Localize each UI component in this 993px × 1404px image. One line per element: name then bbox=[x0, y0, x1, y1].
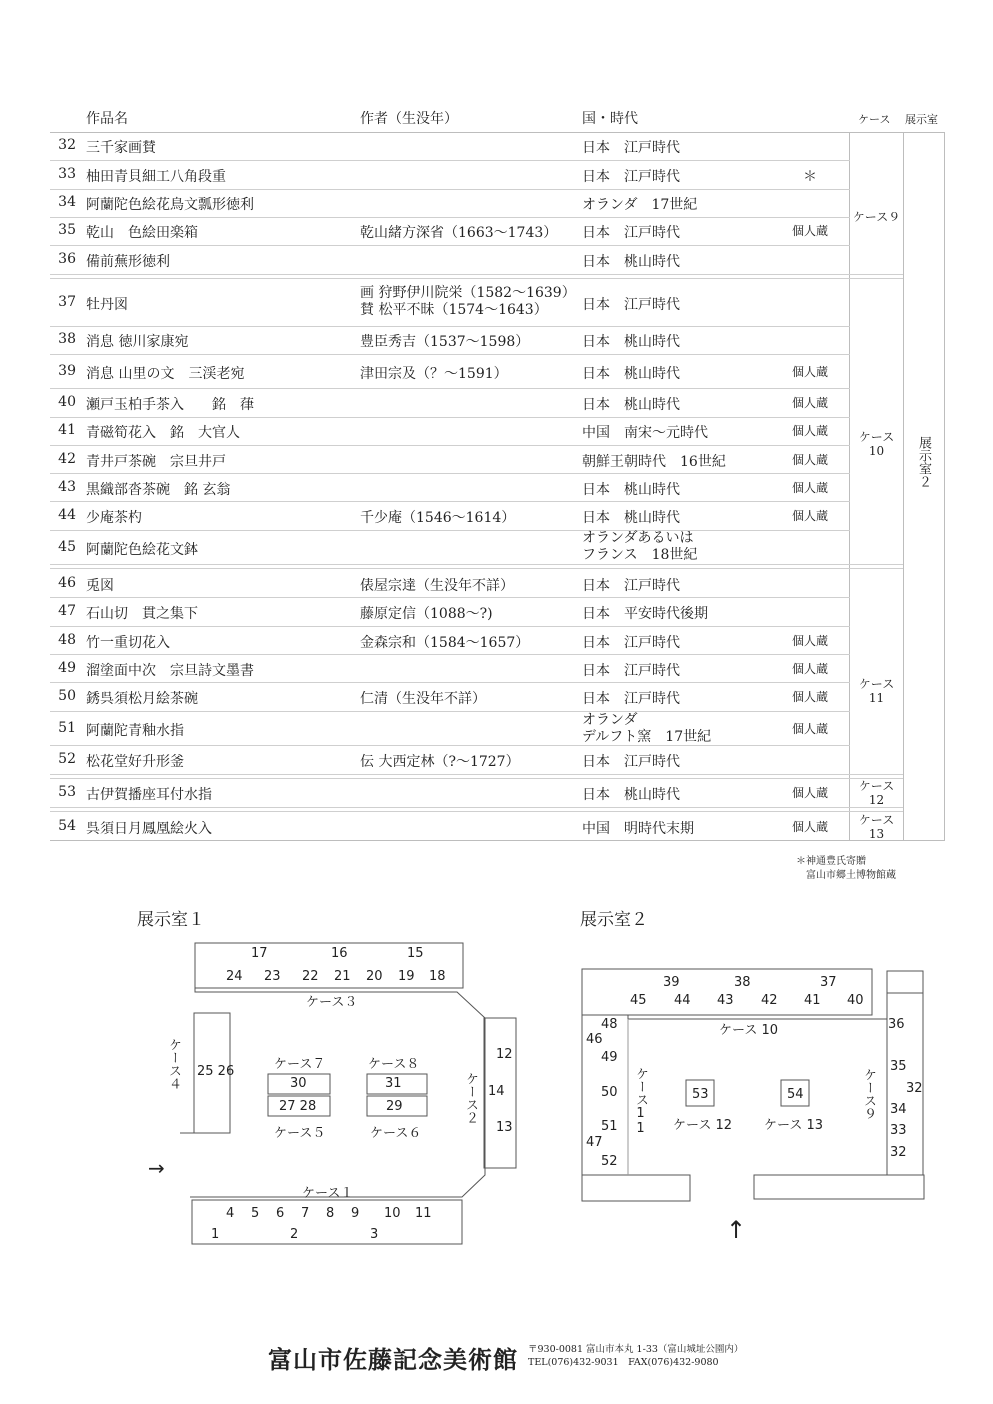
row-era: 日本 江戸時代 bbox=[582, 635, 680, 651]
row-era: 朝鮮王朝時代 16世紀 bbox=[582, 454, 726, 470]
row-line bbox=[50, 682, 850, 683]
row-line bbox=[50, 654, 850, 655]
group-sep-1b bbox=[50, 278, 903, 279]
row-artist-two-line bbox=[360, 285, 576, 319]
map1-num: 15 bbox=[407, 946, 424, 961]
museum-address bbox=[528, 1343, 743, 1369]
row-line bbox=[50, 501, 850, 502]
row-era: 日本 桃山時代 bbox=[582, 334, 680, 350]
address-line: 〒930-0081 富山市本丸 1-33（富山城址公園内） bbox=[528, 1344, 744, 1355]
row-title: 黒織部沓茶碗 銘 玄翁 bbox=[86, 482, 231, 498]
map1-30: 30 bbox=[290, 1076, 307, 1091]
map2-case-12: ケース 12 bbox=[673, 1118, 733, 1133]
row-owner: 個人蔵 bbox=[791, 662, 828, 676]
row-line bbox=[50, 217, 850, 218]
row-era: 中国 南宋～元時代 bbox=[582, 425, 708, 441]
row-artist: 仁清（生没年不詳） bbox=[360, 691, 486, 707]
row-era: 日本 桃山時代 bbox=[582, 397, 680, 413]
map1-num: 17 bbox=[251, 946, 268, 961]
row-title: 瀬戸玉柏手茶入 銘 葎 bbox=[86, 397, 254, 413]
row-number: 43 bbox=[58, 479, 76, 495]
row-artist: 金森宗和（1584～1657） bbox=[360, 635, 530, 651]
row-line bbox=[50, 473, 850, 474]
map1-29: 29 bbox=[386, 1099, 403, 1114]
map1-num: 19 bbox=[398, 969, 415, 984]
row-era: 日本 江戸時代 bbox=[582, 691, 680, 707]
row-artist: 俵屋宗達（生没年不詳） bbox=[360, 578, 514, 594]
row-era: 日本 桃山時代 bbox=[582, 787, 680, 803]
map2-case-11: ケース11 bbox=[633, 1067, 648, 1136]
map1-num: 3 bbox=[370, 1227, 379, 1242]
map2-num: 41 bbox=[804, 993, 821, 1008]
row-title: 呉須日月鳳凰絵火入 bbox=[86, 821, 212, 837]
row-title: 竹一重切花入 bbox=[86, 635, 170, 651]
map2-54: 54 bbox=[787, 1087, 804, 1102]
row-number: 51 bbox=[58, 720, 76, 736]
row-owner: 個人蔵 bbox=[791, 365, 828, 379]
row-title: 阿蘭陀色絵花鳥文瓢形徳利 bbox=[86, 197, 254, 213]
row-artist: 藤原定信（1088～?) bbox=[360, 606, 493, 622]
row-artist: 乾山緒方深省（1663～1743） bbox=[360, 225, 558, 241]
case-10-word: ケース bbox=[858, 430, 895, 444]
row-owner: 個人蔵 bbox=[791, 690, 828, 704]
map2-52: 52 bbox=[601, 1154, 618, 1169]
map1-case-6: ケース６ bbox=[370, 1126, 422, 1141]
row-era: 日本 平安時代後期 bbox=[582, 606, 708, 622]
row-artist: 津田宗及（？～1591） bbox=[360, 366, 508, 382]
row-title: 消息 山里の文 三渓老宛 bbox=[86, 366, 245, 382]
row-number: 50 bbox=[58, 688, 76, 704]
row-owner: 個人蔵 bbox=[791, 424, 828, 438]
row-number: 34 bbox=[58, 194, 76, 210]
group-sep-1a bbox=[50, 274, 903, 275]
entrance-arrow-icon: → bbox=[148, 1156, 165, 1180]
header-era: 国・時代 bbox=[582, 111, 638, 127]
map1-case-7: ケース７ bbox=[274, 1057, 326, 1072]
row-line bbox=[50, 388, 850, 389]
map2-35: 35 bbox=[890, 1059, 907, 1074]
case-12-word: ケース bbox=[858, 779, 895, 793]
row-owner: 個人蔵 bbox=[791, 396, 828, 410]
map2-num: 37 bbox=[820, 975, 837, 990]
row-title: 兎図 bbox=[86, 578, 114, 594]
row-owner: 個人蔵 bbox=[791, 722, 828, 736]
donation-note bbox=[796, 855, 896, 883]
header-room: 展示室 bbox=[905, 113, 938, 126]
header-title: 作品名 bbox=[86, 111, 128, 127]
map1-num: 9 bbox=[351, 1206, 360, 1221]
map2-53: 53 bbox=[692, 1087, 709, 1102]
row-line bbox=[50, 245, 850, 246]
map2-num: 40 bbox=[847, 993, 864, 1008]
map1-case-8: ケース８ bbox=[368, 1057, 420, 1072]
phone-line: TEL(076)432-9031 FAX(076)432-9080 bbox=[528, 1357, 719, 1368]
group-sep-3b bbox=[50, 778, 903, 779]
row-line bbox=[50, 160, 850, 161]
map1-12: 12 bbox=[496, 1047, 513, 1062]
case-10-number: 10 bbox=[868, 444, 885, 458]
map1-31: 31 bbox=[385, 1076, 402, 1091]
entrance-arrow-up-icon: ↑ bbox=[726, 1216, 747, 1244]
map2-num: 44 bbox=[674, 993, 691, 1008]
row-title: 柚田青貝細工八角段重 bbox=[86, 169, 226, 185]
row-number: 33 bbox=[58, 166, 76, 182]
row-owner: 個人蔵 bbox=[791, 453, 828, 467]
row-title: 松花堂好升形釜 bbox=[86, 754, 184, 770]
row-title: 青磁筍花入 銘 大官人 bbox=[86, 425, 240, 441]
row-era: 日本 江戸時代 bbox=[582, 140, 680, 156]
row-line bbox=[50, 189, 850, 190]
row-era: 日本 桃山時代 bbox=[582, 510, 680, 526]
row-era: 中国 明時代末期 bbox=[582, 821, 694, 837]
case-13-label bbox=[850, 813, 903, 841]
row-artist: 豊臣秀吉（1537～1598） bbox=[360, 334, 530, 350]
row-line bbox=[50, 597, 850, 598]
case-13-number: 13 bbox=[868, 827, 885, 841]
map1-case-3: ケース３ bbox=[306, 995, 358, 1010]
row-owner: 個人蔵 bbox=[791, 224, 828, 238]
case-13-word: ケース bbox=[858, 813, 895, 827]
row-title: 牡丹図 bbox=[86, 297, 128, 313]
case-11-label bbox=[850, 677, 903, 705]
map2-num: 43 bbox=[717, 993, 734, 1008]
map1-num: 2 bbox=[290, 1227, 299, 1242]
row-number: 44 bbox=[58, 507, 76, 523]
row-era: オランダあるいは bbox=[582, 530, 694, 546]
row-title: 阿蘭陀色絵花文鉢 bbox=[86, 542, 198, 558]
map2-num: 38 bbox=[734, 975, 751, 990]
row-title: 少庵茶杓 bbox=[86, 510, 142, 526]
row-era: 日本 江戸時代 bbox=[582, 663, 680, 679]
map2-33: 33 bbox=[890, 1123, 907, 1138]
row-number: 39 bbox=[58, 363, 76, 379]
row-title: 銹呉須松月絵茶碗 bbox=[86, 691, 198, 707]
row-line bbox=[50, 326, 850, 327]
map2-num: 39 bbox=[663, 975, 680, 990]
row-era: 日本 桃山時代 bbox=[582, 366, 680, 382]
row-number: 38 bbox=[58, 331, 76, 347]
row-era-2: フランス 18世紀 bbox=[582, 547, 698, 563]
row-owner: 個人蔵 bbox=[791, 634, 828, 648]
row-line bbox=[50, 530, 850, 531]
map2-46: 46 bbox=[586, 1032, 603, 1047]
map1-14: 14 bbox=[488, 1084, 505, 1099]
note-line-2: 富山市郷土博物館蔵 bbox=[806, 870, 896, 881]
map1-num: 22 bbox=[302, 969, 319, 984]
row-line bbox=[50, 626, 850, 627]
map1-num: 21 bbox=[334, 969, 351, 984]
group-sep-2b bbox=[50, 568, 903, 569]
map1-num: 1 bbox=[211, 1227, 220, 1242]
map2-32b: 32 bbox=[890, 1145, 907, 1160]
row-owner: 個人蔵 bbox=[791, 509, 828, 523]
row-artist: 伝 大西定林（?～1727） bbox=[360, 754, 520, 770]
row-number: 52 bbox=[58, 751, 76, 767]
row-artist: 千少庵（1546～1614） bbox=[360, 510, 516, 526]
map1-num: 8 bbox=[326, 1206, 335, 1221]
row-title: 三千家画賛 bbox=[86, 140, 156, 156]
case-11-number: 11 bbox=[868, 691, 885, 705]
map1-case-2: ケース２ bbox=[463, 1072, 478, 1124]
map1-num: 23 bbox=[264, 969, 281, 984]
map2-34: 34 bbox=[890, 1102, 907, 1117]
row-number: 53 bbox=[58, 784, 76, 800]
map1-13: 13 bbox=[496, 1120, 513, 1135]
row-artist-2: 賛 松平不昧（1574～1643） bbox=[360, 302, 548, 318]
case-10-label bbox=[850, 430, 903, 458]
row-line bbox=[50, 417, 850, 418]
map2-49: 49 bbox=[601, 1050, 618, 1065]
row-title: 青井戸茶碗 宗旦井戸 bbox=[86, 454, 226, 470]
map1-num: 24 bbox=[226, 969, 243, 984]
row-era: 日本 江戸時代 bbox=[582, 225, 680, 241]
row-number: 54 bbox=[58, 818, 76, 834]
row-title: 石山切 貫之集下 bbox=[86, 606, 198, 622]
row-era: 日本 桃山時代 bbox=[582, 482, 680, 498]
note-line-1: ＊神通豊氏寄贈 bbox=[796, 856, 866, 867]
map1-25-26: 25 26 bbox=[197, 1064, 235, 1079]
map1-27-28: 27 28 bbox=[279, 1099, 317, 1114]
row-artist: 画 狩野伊川院栄（1582～1639） bbox=[360, 285, 576, 301]
table-bottom-line bbox=[50, 840, 945, 841]
row-number: 37 bbox=[58, 294, 76, 310]
table-top-line bbox=[50, 132, 945, 133]
case-11-word: ケース bbox=[858, 677, 895, 691]
map1-num: 18 bbox=[429, 969, 446, 984]
row-era-2: デルフト窯 17世紀 bbox=[582, 729, 712, 745]
row-number: 49 bbox=[58, 660, 76, 676]
row-title: 乾山 色絵田楽箱 bbox=[86, 225, 198, 241]
map2-47: 47 bbox=[586, 1135, 603, 1150]
map1-num: 11 bbox=[415, 1206, 432, 1221]
map1-num: 7 bbox=[301, 1206, 310, 1221]
map2-48: 48 bbox=[601, 1017, 618, 1032]
row-era-two-line bbox=[582, 530, 697, 564]
map2-51: 51 bbox=[601, 1119, 618, 1134]
map-2-title: 展示室２ bbox=[580, 910, 648, 930]
row-era: オランダ 17世紀 bbox=[582, 197, 698, 213]
map2-case-9: ケース９ bbox=[861, 1068, 876, 1120]
row-era: 日本 江戸時代 bbox=[582, 754, 680, 770]
table-right-line bbox=[944, 132, 945, 840]
map2-36: 36 bbox=[888, 1017, 905, 1032]
row-number: 48 bbox=[58, 632, 76, 648]
row-title: 古伊賀播座耳付水指 bbox=[86, 787, 212, 803]
map1-num: 16 bbox=[331, 946, 348, 961]
row-number: 32 bbox=[58, 137, 76, 153]
row-title: 溜塗面中次 宗旦詩文墨書 bbox=[86, 663, 254, 679]
row-line bbox=[50, 354, 850, 355]
row-owner: 個人蔵 bbox=[791, 481, 828, 495]
room-2-label: 展示室２ bbox=[916, 436, 931, 488]
map1-case-5: ケース５ bbox=[274, 1126, 326, 1141]
row-mark: ＊ bbox=[803, 169, 817, 185]
row-era: オランダ bbox=[582, 712, 638, 728]
group-sep-2a bbox=[50, 564, 903, 565]
group-sep-4b bbox=[50, 811, 903, 812]
map2-32a: 32 bbox=[906, 1081, 923, 1096]
row-era: 日本 江戸時代 bbox=[582, 169, 680, 185]
row-title: 備前蕪形徳利 bbox=[86, 254, 170, 270]
row-number: 36 bbox=[58, 251, 76, 267]
museum-name: 富山市佐藤記念美術館 bbox=[268, 1345, 518, 1374]
row-number: 42 bbox=[58, 451, 76, 467]
row-number: 35 bbox=[58, 222, 76, 238]
group-sep-3a bbox=[50, 774, 903, 775]
case-9-label: ケース９ bbox=[852, 210, 901, 224]
room-column-line bbox=[903, 132, 904, 840]
row-era-two-line bbox=[582, 712, 711, 746]
map2-case-10: ケース 10 bbox=[719, 1023, 779, 1038]
row-owner: 個人蔵 bbox=[791, 786, 828, 800]
map2-50: 50 bbox=[601, 1085, 618, 1100]
row-title: 阿蘭陀青釉水指 bbox=[86, 723, 184, 739]
map1-num: 10 bbox=[384, 1206, 401, 1221]
row-number: 46 bbox=[58, 575, 76, 591]
map1-num: 4 bbox=[226, 1206, 235, 1221]
map1-case-1: ケース１ bbox=[302, 1186, 354, 1201]
row-era: 日本 江戸時代 bbox=[582, 578, 680, 594]
map1-num: 5 bbox=[251, 1206, 260, 1221]
row-title: 消息 徳川家康宛 bbox=[86, 334, 189, 350]
case-12-number: 12 bbox=[868, 793, 885, 807]
row-number: 45 bbox=[58, 539, 76, 555]
map2-num: 42 bbox=[761, 993, 778, 1008]
group-sep-4a bbox=[50, 807, 903, 808]
row-number: 47 bbox=[58, 603, 76, 619]
map1-num: 20 bbox=[366, 969, 383, 984]
row-line bbox=[50, 445, 850, 446]
header-artist: 作者（生没年） bbox=[360, 111, 458, 127]
map1-num: 6 bbox=[276, 1206, 285, 1221]
row-era: 日本 江戸時代 bbox=[582, 297, 680, 313]
row-line bbox=[50, 745, 850, 746]
row-owner: 個人蔵 bbox=[791, 820, 828, 834]
case-column-line bbox=[849, 132, 850, 840]
map1-case-4: ケース４ bbox=[166, 1038, 181, 1090]
map2-num: 45 bbox=[630, 993, 647, 1008]
row-era: 日本 桃山時代 bbox=[582, 254, 680, 270]
row-line bbox=[50, 711, 850, 712]
header-case: ケース bbox=[858, 113, 891, 126]
row-number: 40 bbox=[58, 394, 76, 410]
case-12-label bbox=[850, 779, 903, 807]
map2-case-13: ケース 13 bbox=[764, 1118, 824, 1133]
map-1-title: 展示室１ bbox=[137, 910, 205, 930]
row-number: 41 bbox=[58, 422, 76, 438]
